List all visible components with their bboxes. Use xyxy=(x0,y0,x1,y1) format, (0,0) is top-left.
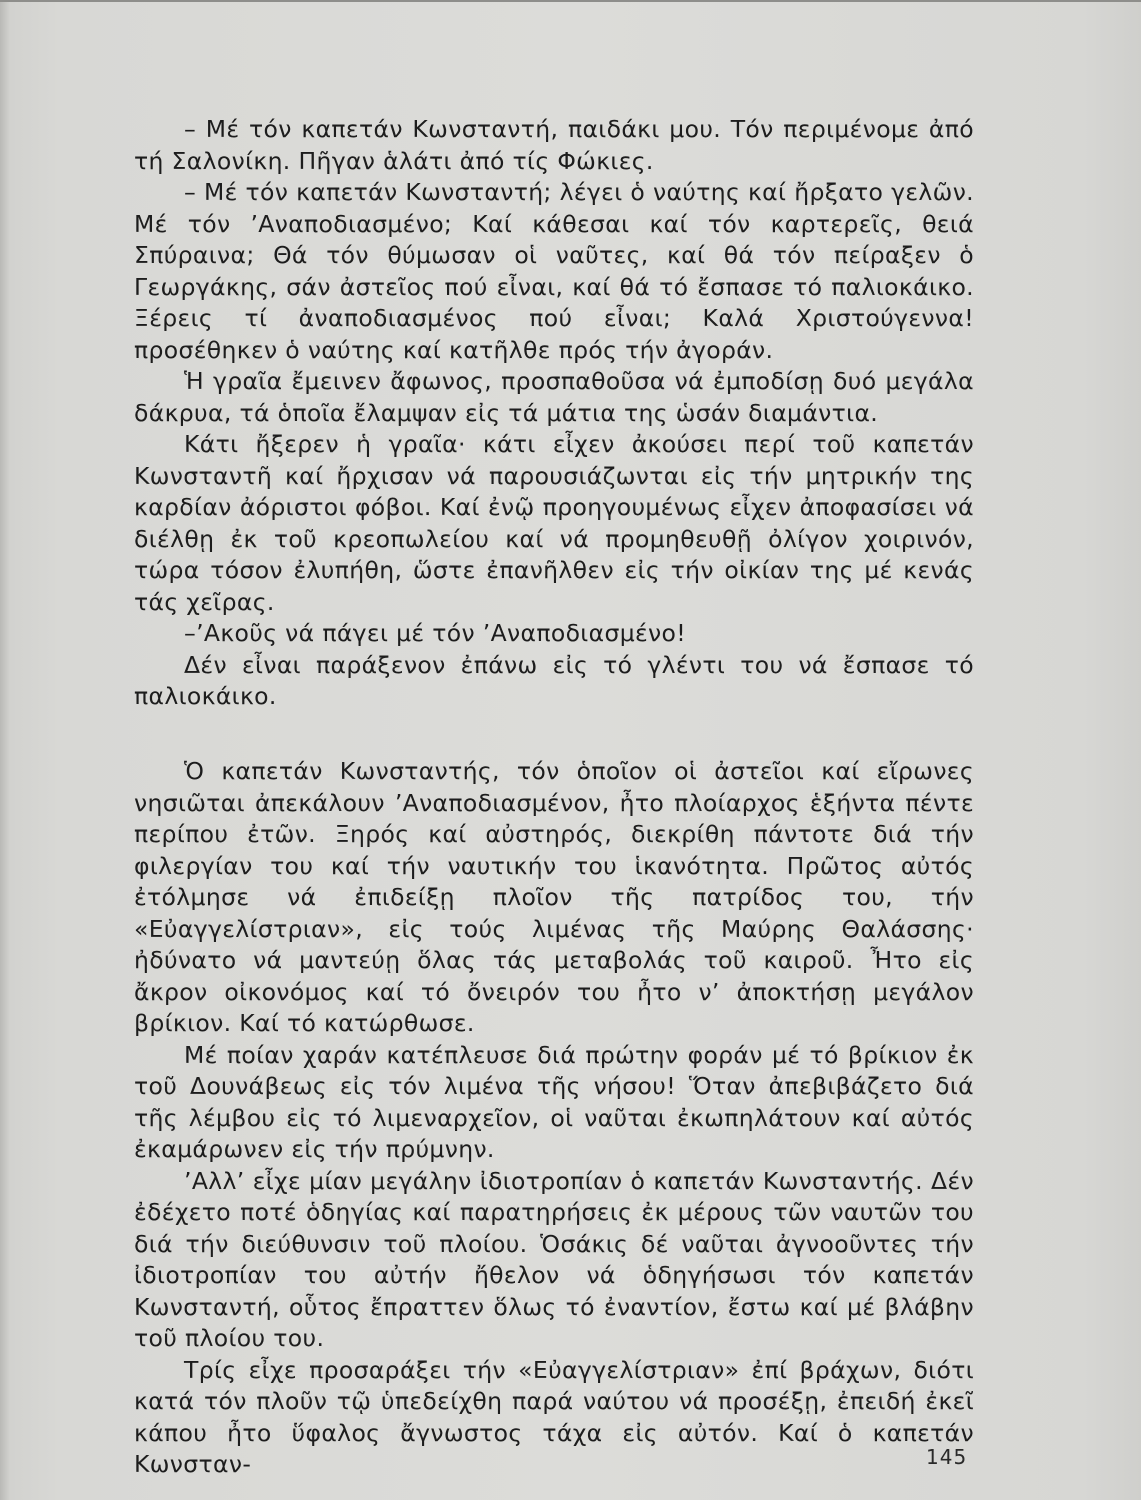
text-section-narrative xyxy=(134,756,974,1481)
paragraph: – Μέ τόν καπετάν Κωνσταντή, παιδάκι μου. Τόν περιμένομε ἀπό τή Σαλονίκη. Πῆγαν ἁλάτι ἀπό τίς Φώκιες. xyxy=(134,115,974,175)
paragraph: Ἡ γραῖα ἔμεινεν ἄφωνος, προσπαθοῦσα νά ἐμποδίσῃ δυό μεγάλα δάκρυα, τά ὁποῖα ἔλαμψαν εἰς τά μάτια της ὡσάν διαμάντια. xyxy=(134,367,974,427)
paragraph: ’Αλλ’ εἶχε μίαν μεγάλην ἰδιοτροπίαν ὁ καπετάν Κωνσταντής. Δέν ἐδέχετο ποτέ ὁδηγίας καί παρατηρήσεις ἐκ μέρους τῶν ναυτῶν του διά τήν διεύθυνσιν τοῦ πλοίου. Ὁσάκις δέ ναῦται ἀγνοοῦντες τήν ἰδιοτροπίαν του αὐτήν ἤθελον νά ὁδηγήσωσι τόν καπετάν Κωνσταντή, οὗτος ἔπραττεν ὅλως τό ἐναντίον, ἔστω καί μέ βλάβην τοῦ πλοίου του. xyxy=(134,1166,974,1352)
paragraph: – Μέ τόν καπετάν Κωνσταντή; λέγει ὁ ναύτης καί ἤρξατο γελῶν. Μέ τόν ’Αναποδιασμένο; Καί κάθεσαι καί τόν καρτερεῖς, θειά Σπύραινα; Θά τόν θύμωσαν οἱ ναῦτες, καί θά τόν πείραξεν ὁ Γεωργάκης, σάν ἀστεῖος πού εἶναι, καί θά τό ἔσπασε τό παλιοκάικο. Ξέρεις τί ἀναποδιασμένος πού εἶναι; Καλά Χριστούγεννα! προσέθηκεν ὁ ναύτης καί κατῆλθε πρός τήν ἀγοράν. xyxy=(134,178,974,364)
paragraph: Μέ ποίαν χαράν κατέπλευσε διά πρώτην φοράν μέ τό βρίκιον ἐκ τοῦ Δουνάβεως εἰς τόν λιμένα τῆς νήσου! Ὅταν ἀπεβιβάζετο διά τῆς λέμβου εἰς τό λιμεναρχεῖον, οἱ ναῦται ἐκωπηλάτουν καί αὐτός ἐκαμάρωνεν εἰς τήν πρύμνην. xyxy=(134,1040,974,1163)
paragraph: Τρίς εἶχε προσαράξει τήν «Εὐαγγελίστριαν» ἐπί βράχων, διότι κατά τόν πλοῦν τῷ ὑπεδείχθη παρά ναύτου νά προσέξῃ, ἐπειδή ἐκεῖ κάπου ἦτο ὕφαλος ἄγνωστος τάχα εἰς αὐτόν. Καί ὁ καπετάν Κωνσταν- xyxy=(134,1355,974,1478)
paragraph: Κάτι ἤξερεν ἡ γραῖα· κάτι εἶχεν ἀκούσει περί τοῦ καπετάν Κωνσταντῆ καί ἤρχισαν νά παρουσιάζωνται εἰς τήν μητρικήν της καρδίαν ἀόριστοι φόβοι. Καί ἐνῷ προηγουμένως εἶχεν ἀποφασίσει νά διέλθῃ ἐκ τοῦ κρεοπωλείου καί νά προμηθευθῇ ὀλίγον χοιρινόν, τώρα τόσον ἐλυπήθη, ὥστε ἐπανῆλθεν εἰς τήν οἰκίαν της μέ κενάς τάς χεῖρας. xyxy=(134,430,974,616)
paragraph: –’Ακοῦς νά πάγει μέ τόν ’Αναποδιασμένο! xyxy=(184,619,687,647)
paragraph: Ὁ καπετάν Κωνσταντής, τόν ὁποῖον οἱ ἀστεῖοι καί εἴρωνες νησιῶται ἀπεκάλουν ’Αναποδιασμένον, ἦτο πλοίαρχος ἑξήντα πέντε περίπου ἐτῶν. Ξηρός καί αὐστηρός, διεκρίθη πάντοτε διά τήν φιλεργίαν του καί τήν ναυτικήν του ἱκανότητα. Πρῶτος αὐτός ἐτόλμησε νά ἐπιδείξῃ πλοῖον τῆς πατρίδος του, τήν «Εὐαγγελίστριαν», εἰς τούς λιμένας τῆς Μαύρης Θαλάσσης· ἠδύνατο νά μαντεύῃ ὅλας τάς μεταβολάς τοῦ καιροῦ. Ἦτο εἰς ἄκρον οἰκονόμος καί τό ὄνειρόν του ἦτο ν’ ἀποκτήσῃ μεγάλον βρίκιον. Καί τό κατώρθωσε. xyxy=(134,757,974,1037)
text-section-dialogue xyxy=(134,114,974,713)
paragraph: Δέν εἶναι παράξενον ἐπάνω εἰς τό γλέντι του νά ἔσπασε τό παλιοκάικο. xyxy=(134,650,974,710)
page-number: 145 xyxy=(926,1445,968,1469)
